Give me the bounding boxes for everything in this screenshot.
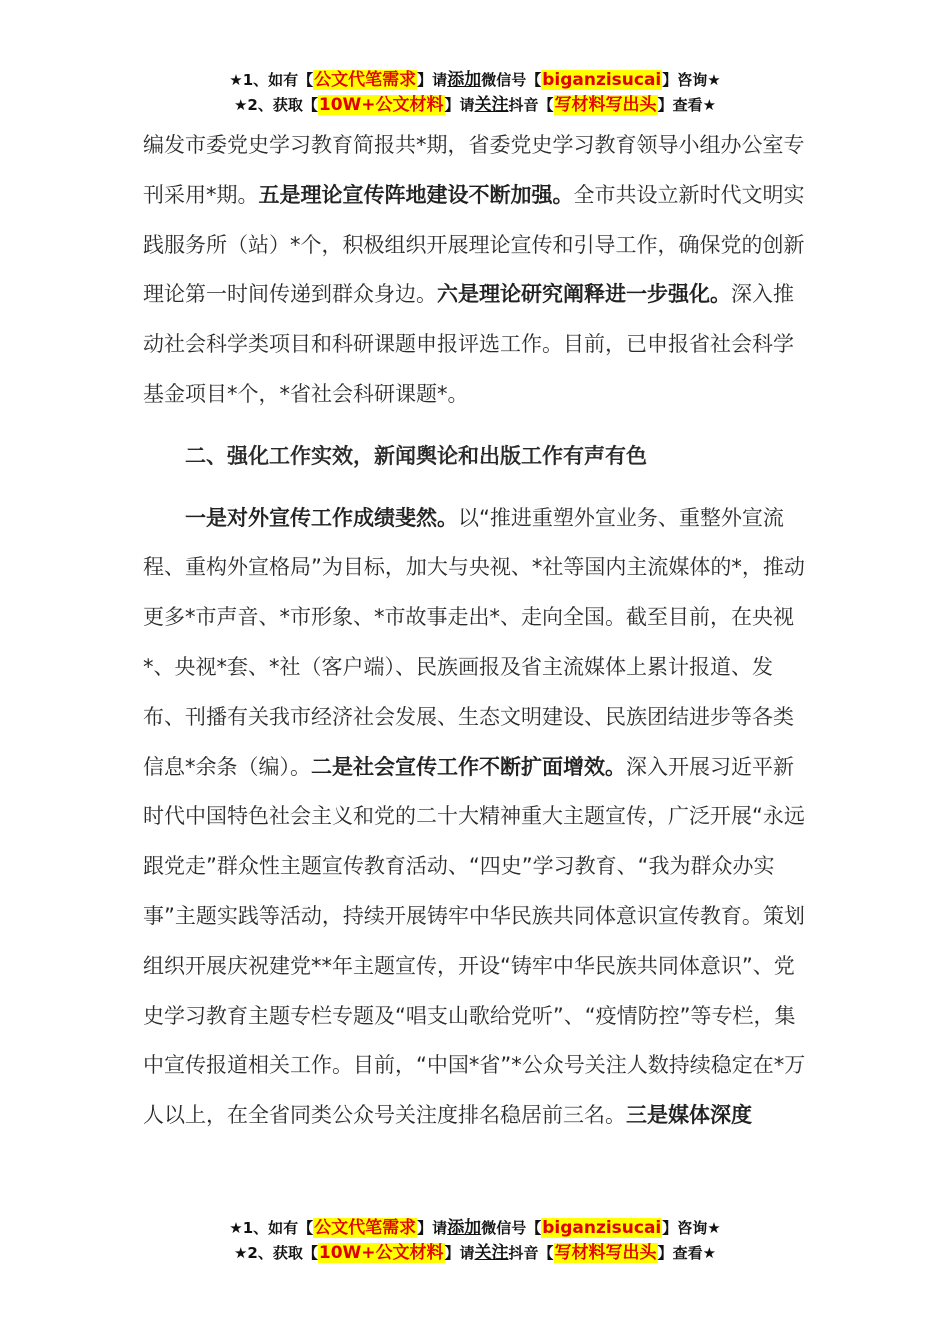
banner-douyin-id: 写材料写出头 (554, 95, 657, 115)
banner-underline: 添加 (447, 70, 482, 90)
banner-text: ★2、获取【 (233, 1244, 318, 1262)
banner-text: 微信号【 (481, 1219, 542, 1237)
paragraph-bold-lead: 三是媒体深度 (626, 1103, 752, 1128)
banner-text: ★2、获取【 (233, 96, 318, 114)
banner-highlight: 10W+公文材料 (318, 1243, 444, 1263)
banner-highlight: 公文代笔需求 (314, 1218, 417, 1238)
paragraph-bold-lead: 五是理论宣传阵地建设不断加强。 (258, 182, 574, 207)
banner-text: 】请 (444, 96, 475, 114)
banner-text: 】咨询★ (662, 71, 721, 89)
banner-line-1 (0, 1216, 950, 1241)
banner-text: 抖音【 (508, 96, 554, 114)
paragraph-text: 深入推动社会科学类项目和科研课题申报评选工作。目前，已申报省社会科学基金项目*个，*省社会科研课题*。 (143, 282, 794, 406)
paragraph-2 (143, 494, 813, 1141)
banner-underline: 添加 (447, 1218, 482, 1238)
banner-text: 】请 (417, 1219, 448, 1237)
paragraph-bold-lead: 一是对外宣传工作成绩斐然。 (185, 505, 458, 530)
banner-text: ★1、如有【 (229, 1219, 314, 1237)
banner-highlight: 公文代笔需求 (314, 70, 417, 90)
document-body (143, 121, 813, 1141)
banner-underline: 关注 (474, 95, 509, 115)
banner-wechat-id: biganzisucai (542, 70, 662, 90)
header-banner (0, 68, 950, 118)
banner-douyin-id: 写材料写出头 (554, 1243, 657, 1263)
banner-wechat-id: biganzisucai (542, 1218, 662, 1238)
banner-text: 】查看★ (657, 96, 717, 114)
paragraph-bold-lead: 二是社会宣传工作不断扩面增效。 (311, 754, 626, 779)
banner-underline: 关注 (474, 1243, 509, 1263)
paragraph-text: 以“推进重塑外宣业务、重整外宣流程、重构外宣格局”为目标，加大与央视、*社等国内主流媒体的*，推动更多*市声音、*市形象、*市故事走出*、走向全国。截至目前，在央视*、央视*套、*社（客户端）、民族画报及省主流媒体上累计报道、发布、刊播有关我市经济社会发展、生态文明建设、民族团结进步等各类信息*余条（编）。 (143, 505, 805, 779)
banner-line-2 (0, 93, 950, 118)
paragraph-text: 编发市委党史学习教育简报共*期，省委党史学习教育领导小组办公室专刊采用*期。 (143, 133, 805, 207)
footer-banner (0, 1216, 950, 1266)
paragraph-bold-lead: 六是理论研究阐释进一步强化。 (437, 282, 731, 307)
paragraph-text: 全市共设立新时代文明实践服务所（站）*个，积极组织开展理论宣传和引导工作，确保党的创新理论第一时间传递到群众身边。 (143, 182, 805, 307)
banner-line-1 (0, 68, 950, 93)
banner-highlight: 10W+公文材料 (318, 95, 444, 115)
paragraph-text: 深入开展习近平新时代中国特色社会主义和党的二十大精神重大主题宣传，广泛开展“永远跟党走”群众性主题宣传教育活动、“四史”学习教育、“我为群众办实事”主题实践等活动，持续开展铸牢中华民族共同体意识宣传教育。策划组织开展庆祝建党**年主题宣传，开设“铸牢中华民族共同体意识”、党史学习教育主题专栏专题及“唱支山歌给党听”、“疫情防控”等专栏，集中宣传报道相关工作。目前，“中国*省”*公众号关注人数持续稳定在*万人以上，在全省同类公众号关注度排名稳居前三名。 (143, 754, 806, 1128)
banner-line-2 (0, 1241, 950, 1266)
banner-text: 】查看★ (657, 1244, 717, 1262)
section-heading: 二、强化工作实效，新闻舆论和出版工作有声有色 (185, 443, 647, 468)
paragraph-1 (143, 121, 813, 420)
banner-text: 微信号【 (481, 71, 542, 89)
banner-text: 】请 (417, 71, 448, 89)
banner-text: 】咨询★ (662, 1219, 721, 1237)
banner-text: 抖音【 (508, 1244, 554, 1262)
banner-text: 】请 (444, 1244, 475, 1262)
banner-text: ★1、如有【 (229, 71, 314, 89)
